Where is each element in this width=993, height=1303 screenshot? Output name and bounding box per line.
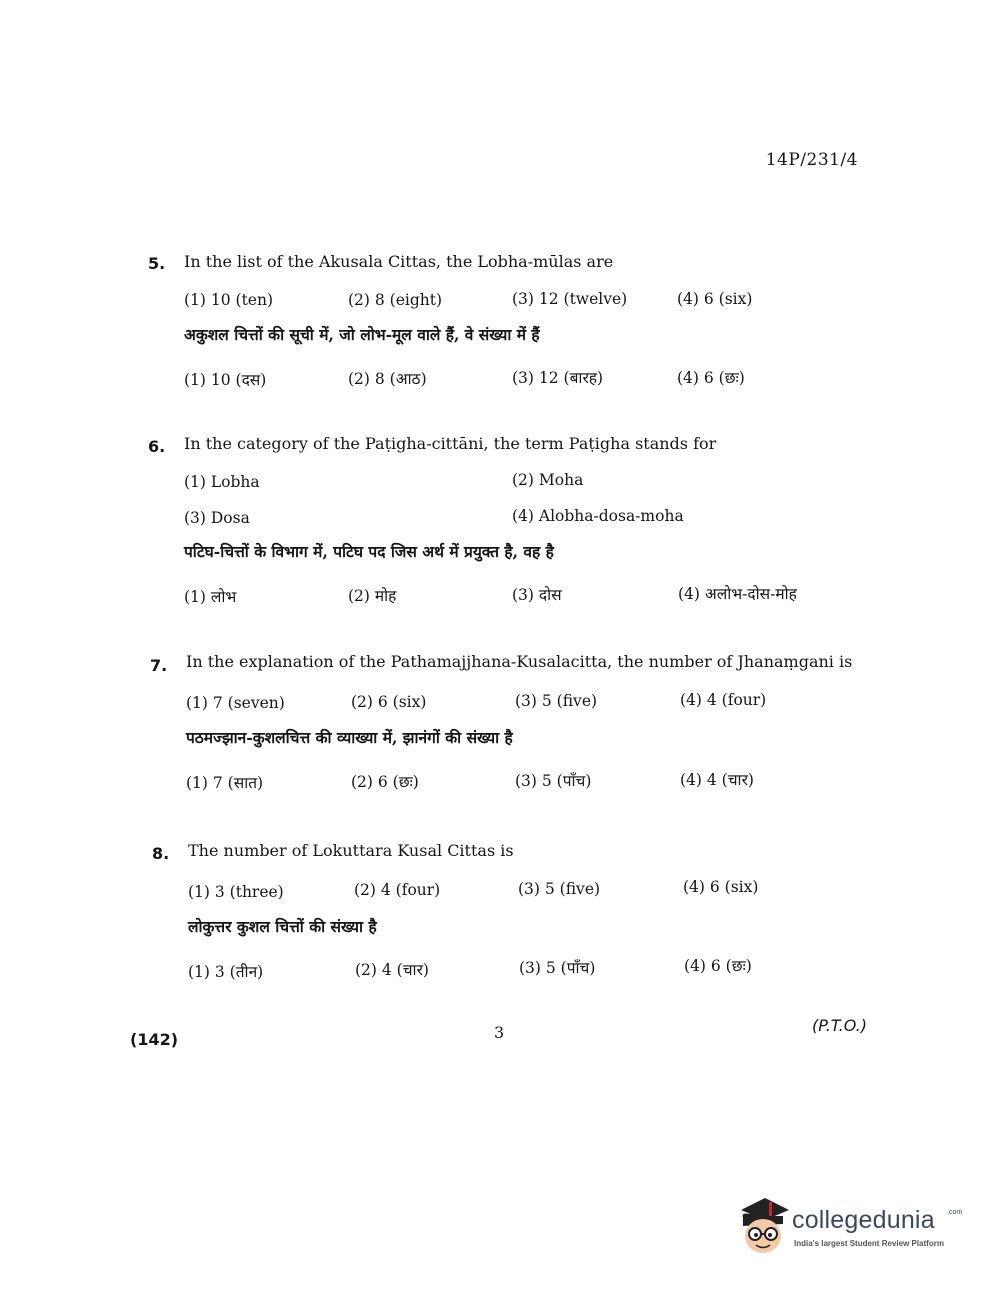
mascot-icon	[735, 1192, 791, 1262]
option-en-4: (4) 4 (four)	[680, 691, 767, 709]
option-en-1: (1) 3 (three)	[188, 883, 284, 901]
option-en-4: (4) 6 (six)	[683, 878, 759, 896]
logo-tagline: India's largest Student Review Platform	[794, 1239, 944, 1248]
question-text-hindi: पटिघ-चित्तों के विभाग में, पटिघ पद जिस अर्थ में प्रयुक्त है, वह है	[184, 542, 554, 561]
option-en-3: (3) 12 (twelve)	[512, 290, 628, 308]
question-number: 6.	[148, 437, 166, 456]
option-en-1: (1) 10 (ten)	[184, 291, 274, 309]
option-hi-4: (4) अलोभ-दोस-मोह	[678, 585, 797, 603]
option-en-2: (2) 8 (eight)	[348, 291, 443, 309]
option-hi-3: (3) 5 (पाँच)	[519, 959, 596, 977]
collegedunia-logo	[735, 1192, 965, 1262]
question-text: In the explanation of the Pathamajjhana-Kusalacitta, the number of Jhanaṃgani is	[186, 652, 853, 671]
option-en-3: (3) 5 (five)	[518, 880, 601, 898]
option-en-1: (1) 7 (seven)	[186, 694, 285, 712]
option-en-2: (2) 6 (six)	[351, 693, 427, 711]
option-hi-2: (2) 4 (चार)	[355, 961, 429, 979]
option-en-2: (2) Moha	[512, 471, 584, 489]
question-text-hindi: पठमज्झान-कुशलचित्त की व्याख्या में, झानंगों की संख्या है	[186, 728, 513, 747]
booklet-code: (142)	[130, 1030, 179, 1049]
option-hi-1: (1) लोभ	[184, 588, 237, 606]
option-en-3: (3) Dosa	[184, 509, 250, 527]
option-hi-2: (2) 8 (आठ)	[348, 370, 427, 388]
paper-code: 14P/231/4	[765, 150, 858, 170]
question-number: 5.	[148, 254, 166, 273]
logo-domain: .com	[947, 1209, 963, 1216]
option-hi-3: (3) 5 (पाँच)	[515, 772, 592, 790]
option-hi-4: (4) 6 (छः)	[684, 957, 752, 975]
option-hi-1: (1) 10 (दस)	[184, 371, 267, 389]
question-text: In the category of the Paṭigha-cittāni, the term Paṭigha stands for	[184, 434, 717, 453]
question-number: 8.	[152, 844, 170, 863]
option-hi-4: (4) 6 (छः)	[677, 369, 745, 387]
option-en-3: (3) 5 (five)	[515, 692, 598, 710]
option-hi-2: (2) मोह	[348, 587, 397, 605]
question-number: 7.	[150, 656, 168, 675]
pto-label: (P.T.O.)	[812, 1016, 868, 1035]
option-hi-3: (3) 12 (बारह)	[512, 369, 604, 387]
option-hi-4: (4) 4 (चार)	[680, 771, 754, 789]
question-text-hindi: लोकुत्तर कुशल चित्तों की संख्या है	[188, 917, 377, 936]
question-text: In the list of the Akusala Cittas, the Lobha-mūlas are	[184, 252, 614, 271]
option-en-4: (4) 6 (six)	[677, 290, 753, 308]
option-en-4: (4) Alobha-dosa-moha	[512, 507, 684, 525]
logo-brand: collegedunia	[792, 1206, 935, 1234]
question-text-hindi: अकुशल चित्तों की सूची में, जो लोभ-मूल वाले हैं, वे संख्या में हैं	[184, 325, 540, 344]
page-number: 3	[494, 1023, 505, 1042]
option-hi-3: (3) दोस	[512, 586, 562, 604]
option-en-2: (2) 4 (four)	[354, 881, 441, 899]
option-hi-1: (1) 7 (सात)	[186, 774, 264, 792]
question-text: The number of Lokuttara Kusal Cittas is	[188, 841, 514, 860]
option-hi-1: (1) 3 (तीन)	[188, 963, 264, 981]
option-en-1: (1) Lobha	[184, 473, 260, 491]
option-hi-2: (2) 6 (छः)	[351, 773, 419, 791]
